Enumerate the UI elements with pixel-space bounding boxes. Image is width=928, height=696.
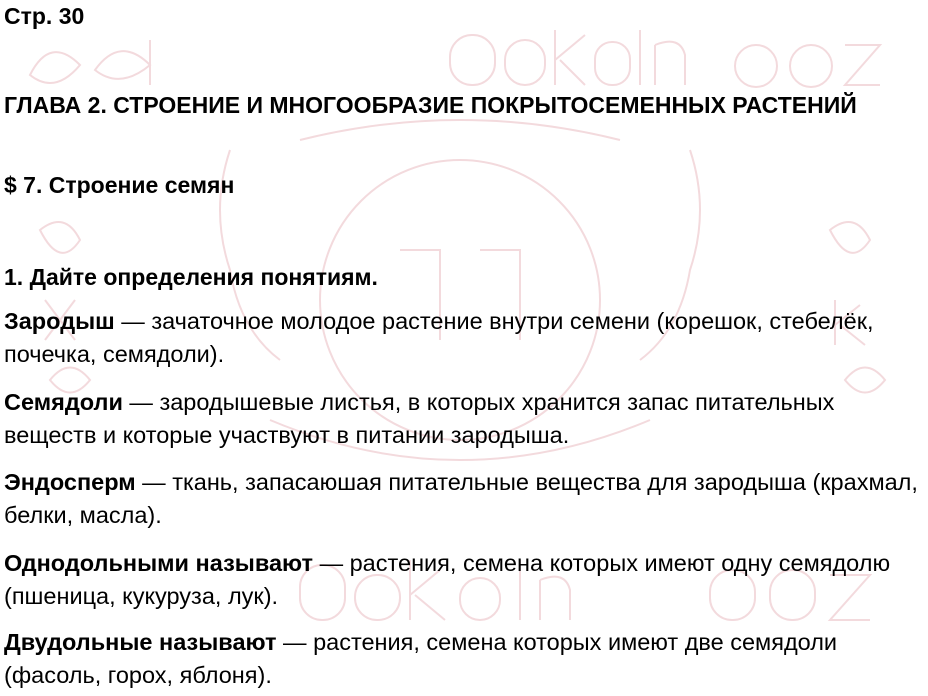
definition-embryo (4, 305, 928, 371)
definition-term: Зародыш (4, 308, 115, 334)
definition-dash: — (114, 308, 152, 334)
definition-text: зародышевые листья, в которых хранится запас питательных веществ и которые участвуют в питании зародыша. (4, 389, 835, 448)
definition-dicots (4, 626, 928, 692)
definition-dash: — (313, 550, 350, 576)
definition-text: растения, семена которых имеют одну семядолю (пшеница, кукуруза, лук). (4, 550, 891, 609)
definition-dash: — (135, 469, 173, 495)
task-title: 1. Дайте определения понятиям. (4, 264, 378, 290)
definition-endosperm (4, 466, 928, 532)
section-title: $ 7. Строение семян (4, 172, 235, 198)
definition-term: Двудольные называют (4, 629, 277, 655)
definition-dash: — (276, 629, 314, 655)
chapter-title: ГЛАВА 2. СТРОЕНИЕ И МНОГООБРАЗИЕ ПОКРЫТОСЕМЕННЫХ РАСТЕНИЙ (4, 92, 857, 118)
definition-text: растения, семена которых имеют две семядоли (фасоль, горох, яблоня). (4, 629, 838, 688)
definition-dash: — (122, 389, 160, 415)
definition-term: Однодольными называют (4, 550, 314, 576)
definition-monocots (4, 547, 928, 613)
definition-term: Эндосперм (4, 469, 136, 495)
definition-text: ткань, запасаюшая питательные вещества для зародыша (крахмал, белки, масла). (4, 469, 918, 528)
definition-text: зачаточное молодое растение внутри семени (корешок, стебелёк, почечка, семядоли). (4, 308, 874, 367)
definition-cotyledons (4, 386, 928, 452)
page-number: Стр. 30 (4, 3, 85, 29)
definition-term: Семядоли (4, 389, 123, 415)
